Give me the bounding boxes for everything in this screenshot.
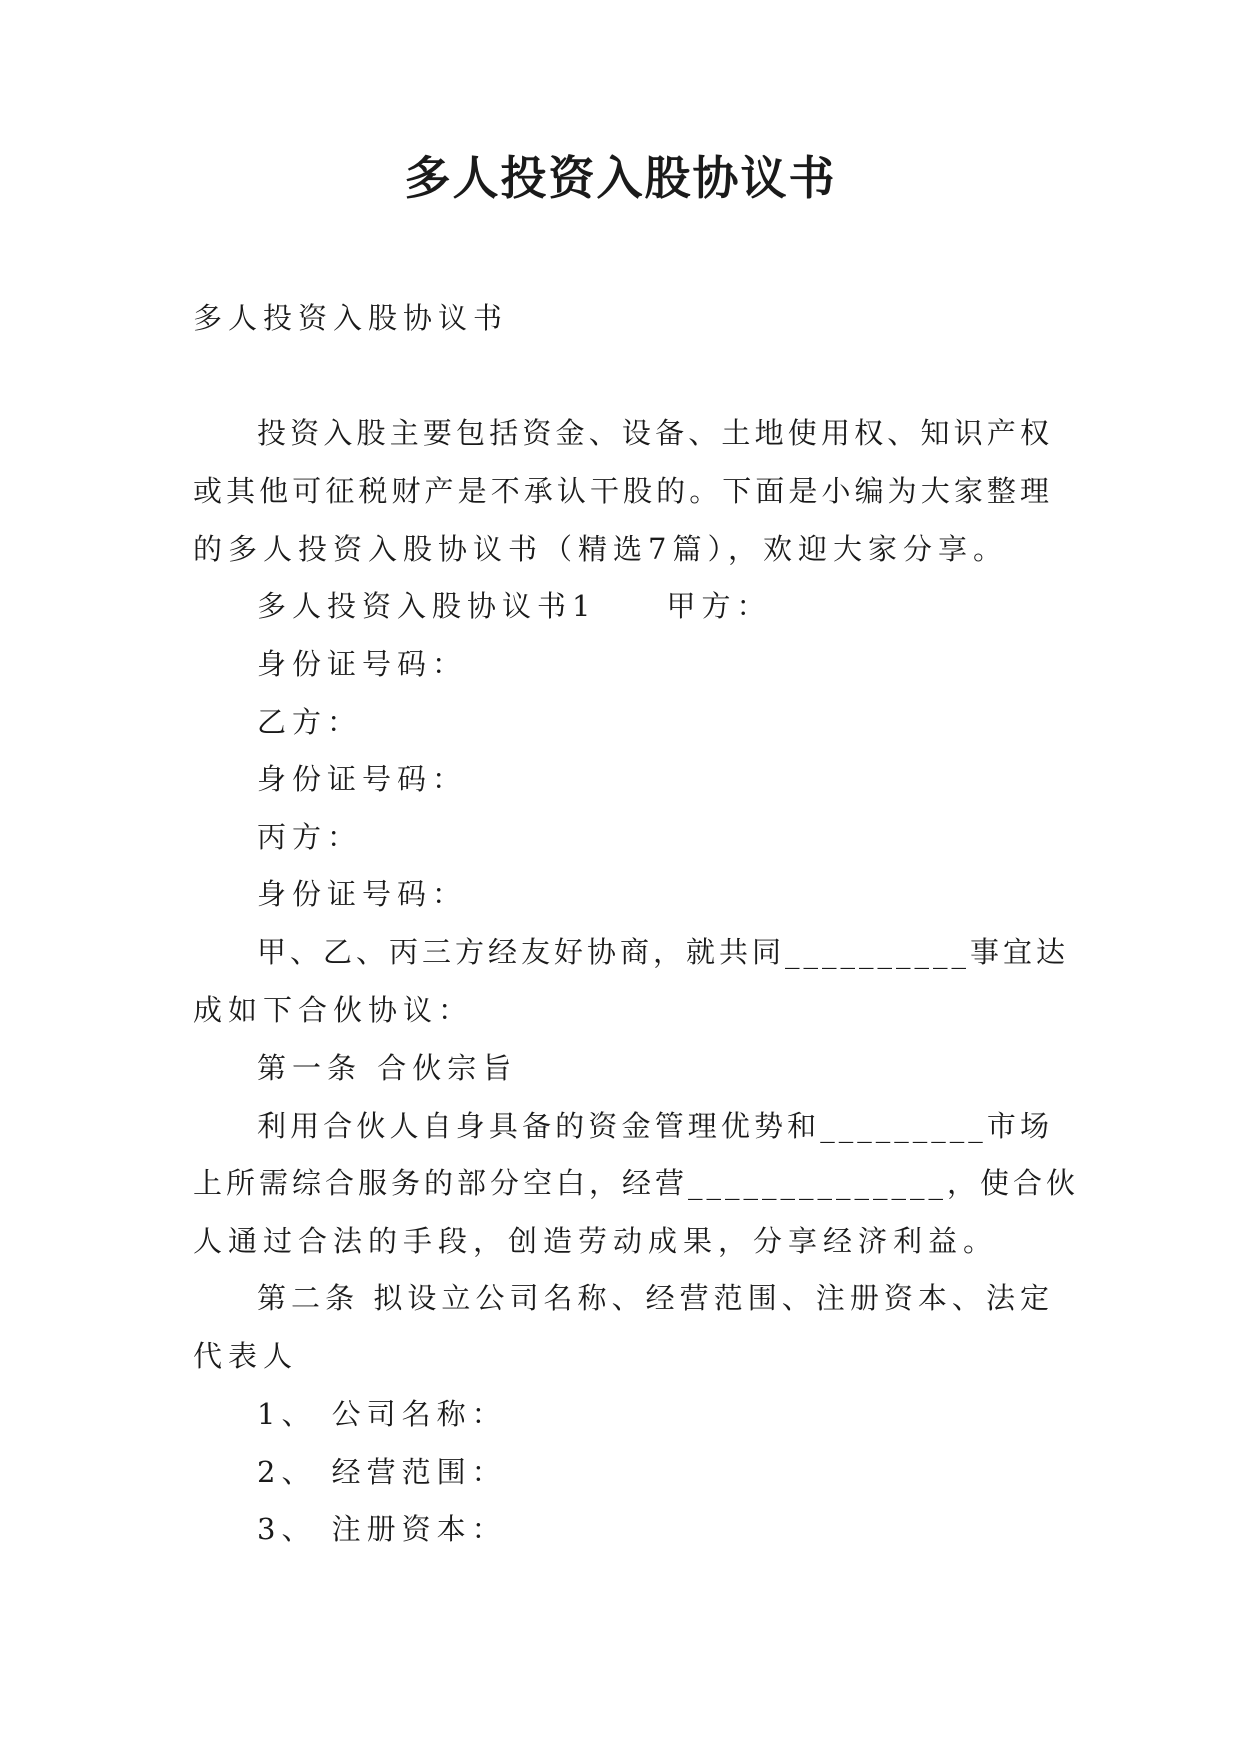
item-registered-capital: 3、 注册资本： [257, 1512, 507, 1546]
item-business-scope: 2、 经营范围： [257, 1455, 507, 1489]
intro-line-2: 或其他可征税财产是不承认干股的。下面是小编为大家整理 [193, 474, 1053, 508]
party-line-3: 身份证号码： [257, 762, 468, 796]
intro-line-3: 的多人投资入股协议书（精选7篇），欢迎大家分享。 [193, 532, 1008, 566]
party-line-5: 身份证号码： [257, 877, 468, 911]
article1-line-1: 利用合伙人自身具备的资金管理优势和_________市场 [257, 1109, 1053, 1143]
agreement-line-2: 成如下合伙协议： [193, 993, 474, 1027]
document-subtitle: 多人投资入股协议书 [193, 301, 509, 335]
item-company-name: 1、 公司名称： [257, 1397, 507, 1431]
document-title: 多人投资入股协议书 [404, 151, 837, 205]
article2-title-line-2: 代表人 [193, 1339, 299, 1373]
agreement-line-1: 甲、乙、丙三方经友好协商，就共同__________事宜达 [257, 935, 1070, 969]
article1-line-2: 上所需综合服务的部分空白，经营______________，使合伙 [193, 1166, 1080, 1200]
article1-line-3: 人通过合法的手段，创造劳动成果，分享经济利益。 [193, 1224, 999, 1258]
article1-title: 第一条 合伙宗旨 [257, 1051, 518, 1085]
party-line-4: 丙方： [257, 820, 363, 854]
party-line-1: 身份证号码： [257, 647, 468, 681]
party-line-2: 乙方： [257, 705, 363, 739]
article2-title-line-1: 第二条 拟设立公司名称、经营范围、注册资本、法定 [257, 1281, 1053, 1315]
intro-line-1: 投资入股主要包括资金、设备、土地使用权、知识产权 [257, 416, 1053, 450]
section1-heading: 多人投资入股协议书1 甲方： [257, 589, 772, 623]
